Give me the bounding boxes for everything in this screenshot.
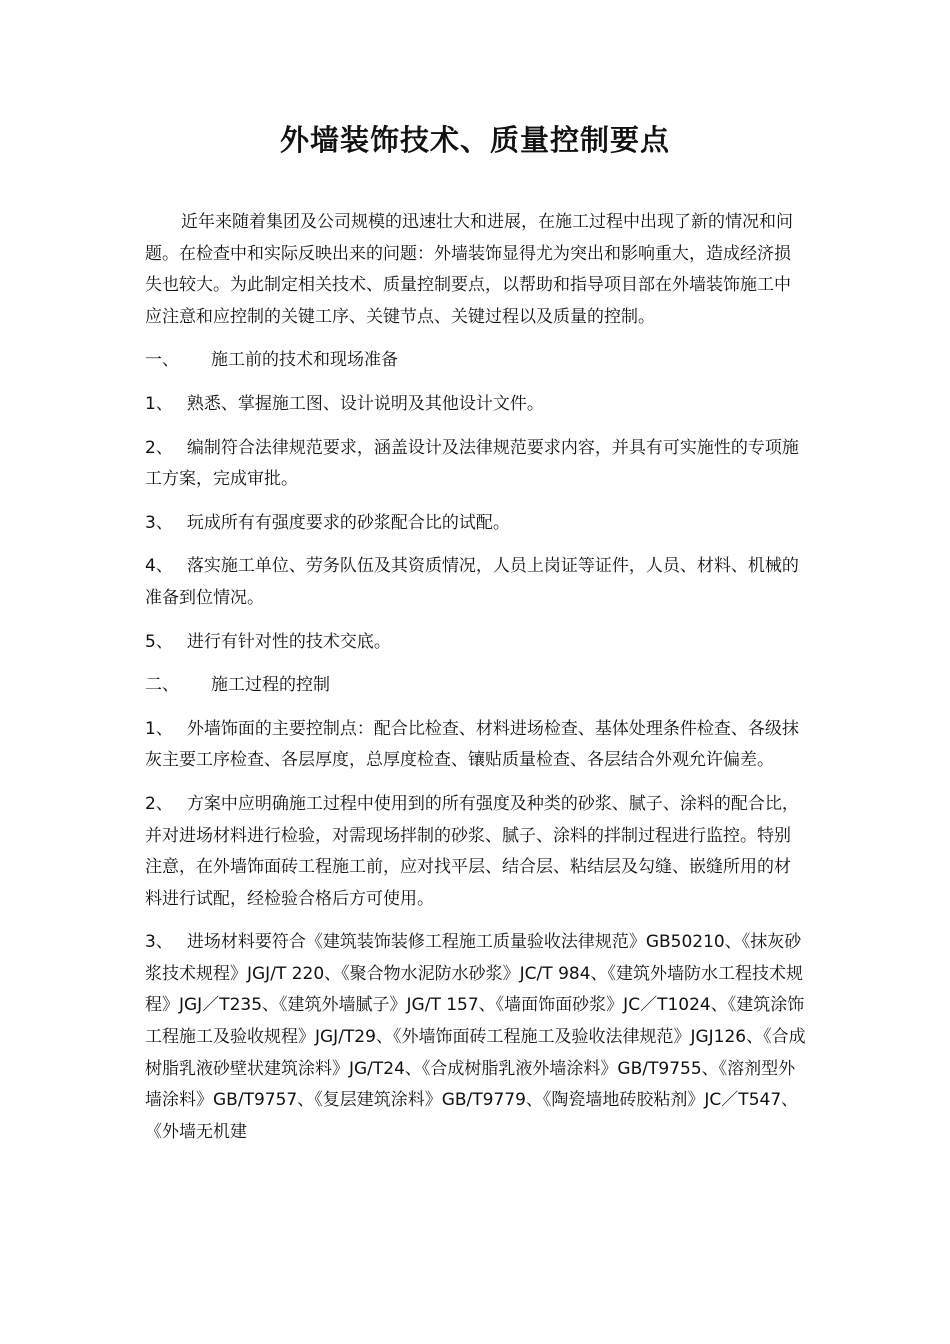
- list-item: [145, 508, 807, 540]
- item-number: 4、: [145, 556, 173, 577]
- item-number: 1、: [145, 393, 173, 414]
- item-number: 1、: [145, 718, 173, 739]
- intro-paragraph: 近年来随着集团及公司规模的迅速壮大和进展，在施工过程中出现了新的情况和问题。在检查中和实际反映出来的问题：外墙装饰显得尤为突出和影响重大，造成经济损失也较大。为此制定相关技术、质量控制要点，以帮助和指导项目部在外墙装饰施工中应注意和应控制的关键工序、关键节点、关键过程以及质量的控制。: [145, 212, 793, 327]
- item-text: 方案中应明确施工过程中使用到的所有强度及种类的砂浆、腻子、涂料的配合比，并对进场材料进行检验，对需现场拌制的砂浆、腻子、涂料的拌制过程进行监控。特别注意，在外墙饰面砖工程施工前，应对找平层、结合层、粘结层及勾缝、嵌缝所用的材料进行试配，经检验合格后方可使用。: [145, 793, 799, 909]
- item-text: 进行有针对性的技术交底。: [186, 631, 391, 652]
- section-title: 施工过程的控制: [211, 675, 330, 696]
- item-text: 玩成所有有强度要求的砂浆配合比的试配。: [186, 512, 510, 533]
- item-number: 5、: [145, 631, 173, 652]
- item-text: 落实施工单位、劳务队伍及其资质情况，人员上岗证等证件，人员、材料、机械的准备到位情况。: [145, 556, 799, 608]
- list-item: [145, 551, 807, 614]
- section-heading-1: [145, 345, 807, 377]
- item-text: 编制符合法律规范要求，涵盖设计及法律规范要求内容，并具有可实施性的专项施工方案，完成审批。: [145, 437, 799, 490]
- list-item: [145, 433, 807, 496]
- list-item: [145, 389, 807, 421]
- item-number: 3、: [145, 512, 173, 533]
- section-number: 一、: [145, 350, 179, 371]
- item-number: 3、: [145, 932, 173, 953]
- list-item: [145, 789, 807, 915]
- list-item: [145, 627, 807, 659]
- section-heading-2: [145, 670, 807, 702]
- section-number: 二、: [145, 675, 179, 696]
- item-number: 2、: [145, 437, 173, 458]
- item-text: 外墙饰面的主要控制点：配合比检查、材料进场检查、基体处理条件检查、各级抹灰主要工序检查、各层厚度，总厚度检查、镶贴质量检查、各层结合外观允许偏差。: [145, 718, 799, 771]
- item-number: 2、: [145, 793, 173, 814]
- document-title: 外墙装饰技术、质量控制要点: [279, 123, 670, 157]
- document-body: [145, 207, 807, 1160]
- item-text: 进场材料要符合《建筑装饰装修工程施工质量验收法律规范》GB50210、《抹灰砂浆技术规程》JGJ/T 220、《聚合物水泥防水砂浆》JC/T 984、《建筑外墙防水工程技术规程》JGJ／T235、《建筑外墙腻子》JG/T 157、《墙面饰面砂浆》JC／T1024、《建筑涂饰工程施工及验收规程》JGJ/T29、《外墙饰面砖工程施工及验收法律规范》JGJ126、《合成树脂乳液砂壁状建筑涂料》JG/T24、《合成树脂乳液外墙涂料》GB/T9755、《溶剂型外墙涂料》GB/T9757、《复层建筑涂料》GB/T9779、《陶瓷墙地砖胶粘剂》JC／T547、《外墙无机建: [145, 932, 806, 1142]
- section-title: 施工前的技术和现场准备: [211, 350, 398, 371]
- list-item: [145, 714, 807, 777]
- item-text: 熟悉、掌握施工图、设计说明及其他设计文件。: [186, 393, 544, 414]
- list-item: [145, 927, 807, 1148]
